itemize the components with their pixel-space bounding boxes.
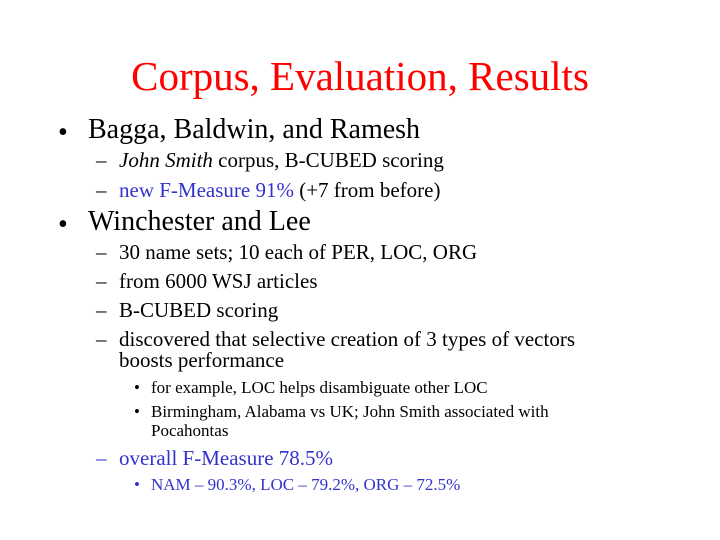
bullet-marker: • — [58, 209, 68, 240]
sub-bullet-marker: • — [134, 378, 140, 397]
sub-bullet-marker: • — [134, 402, 140, 421]
sub-bullet-marker: • — [134, 475, 140, 494]
subitem-selective-creation-line1: discovered that selective creation of 3 types of vectors — [119, 327, 575, 351]
dash-marker: – — [96, 148, 107, 172]
subitem-selective-creation-line2: boosts performance — [119, 348, 285, 372]
subsub-loc-disambiguate: for example, LOC helps disambiguate other LOC — [151, 378, 488, 397]
dash-marker: – — [96, 327, 107, 351]
subitem-b-cubed-scoring: B-CUBED scoring — [119, 298, 279, 322]
subitem-new-f-measure — [119, 178, 440, 203]
john-smith-italic: John Smith — [119, 148, 213, 172]
slide-title: Corpus, Evaluation, Results — [131, 53, 589, 99]
subitem-john-smith-corpus — [119, 148, 444, 173]
subitem-name-sets: 30 name sets; 10 each of PER, LOC, ORG — [119, 240, 478, 264]
subitem-wsj-articles: from 6000 WSJ articles — [119, 269, 318, 293]
john-smith-rest: corpus, B-CUBED scoring — [212, 148, 444, 172]
f-measure-highlight: new F-Measure 91% — [119, 178, 294, 202]
dash-marker: – — [96, 240, 107, 264]
f-measure-rest: (+7 from before) — [293, 178, 441, 202]
bullet-marker: • — [58, 117, 68, 148]
subsub-nam-loc-org-scores: NAM – 90.3%, LOC – 79.2%, ORG – 72.5% — [151, 475, 461, 494]
dash-marker: – — [96, 446, 107, 470]
dash-marker: – — [96, 298, 107, 322]
bullet-bagga-baldwin-ramesh: Bagga, Baldwin, and Ramesh — [88, 114, 421, 145]
subsub-birmingham-line1: Birmingham, Alabama vs UK; John Smith associated with — [151, 402, 549, 421]
dash-marker: – — [96, 178, 107, 202]
subsub-birmingham-line2: Pocahontas — [151, 421, 229, 440]
bullet-winchester-lee: Winchester and Lee — [88, 206, 311, 237]
subitem-overall-f-measure: overall F-Measure 78.5% — [119, 446, 334, 470]
dash-marker: – — [96, 269, 107, 293]
